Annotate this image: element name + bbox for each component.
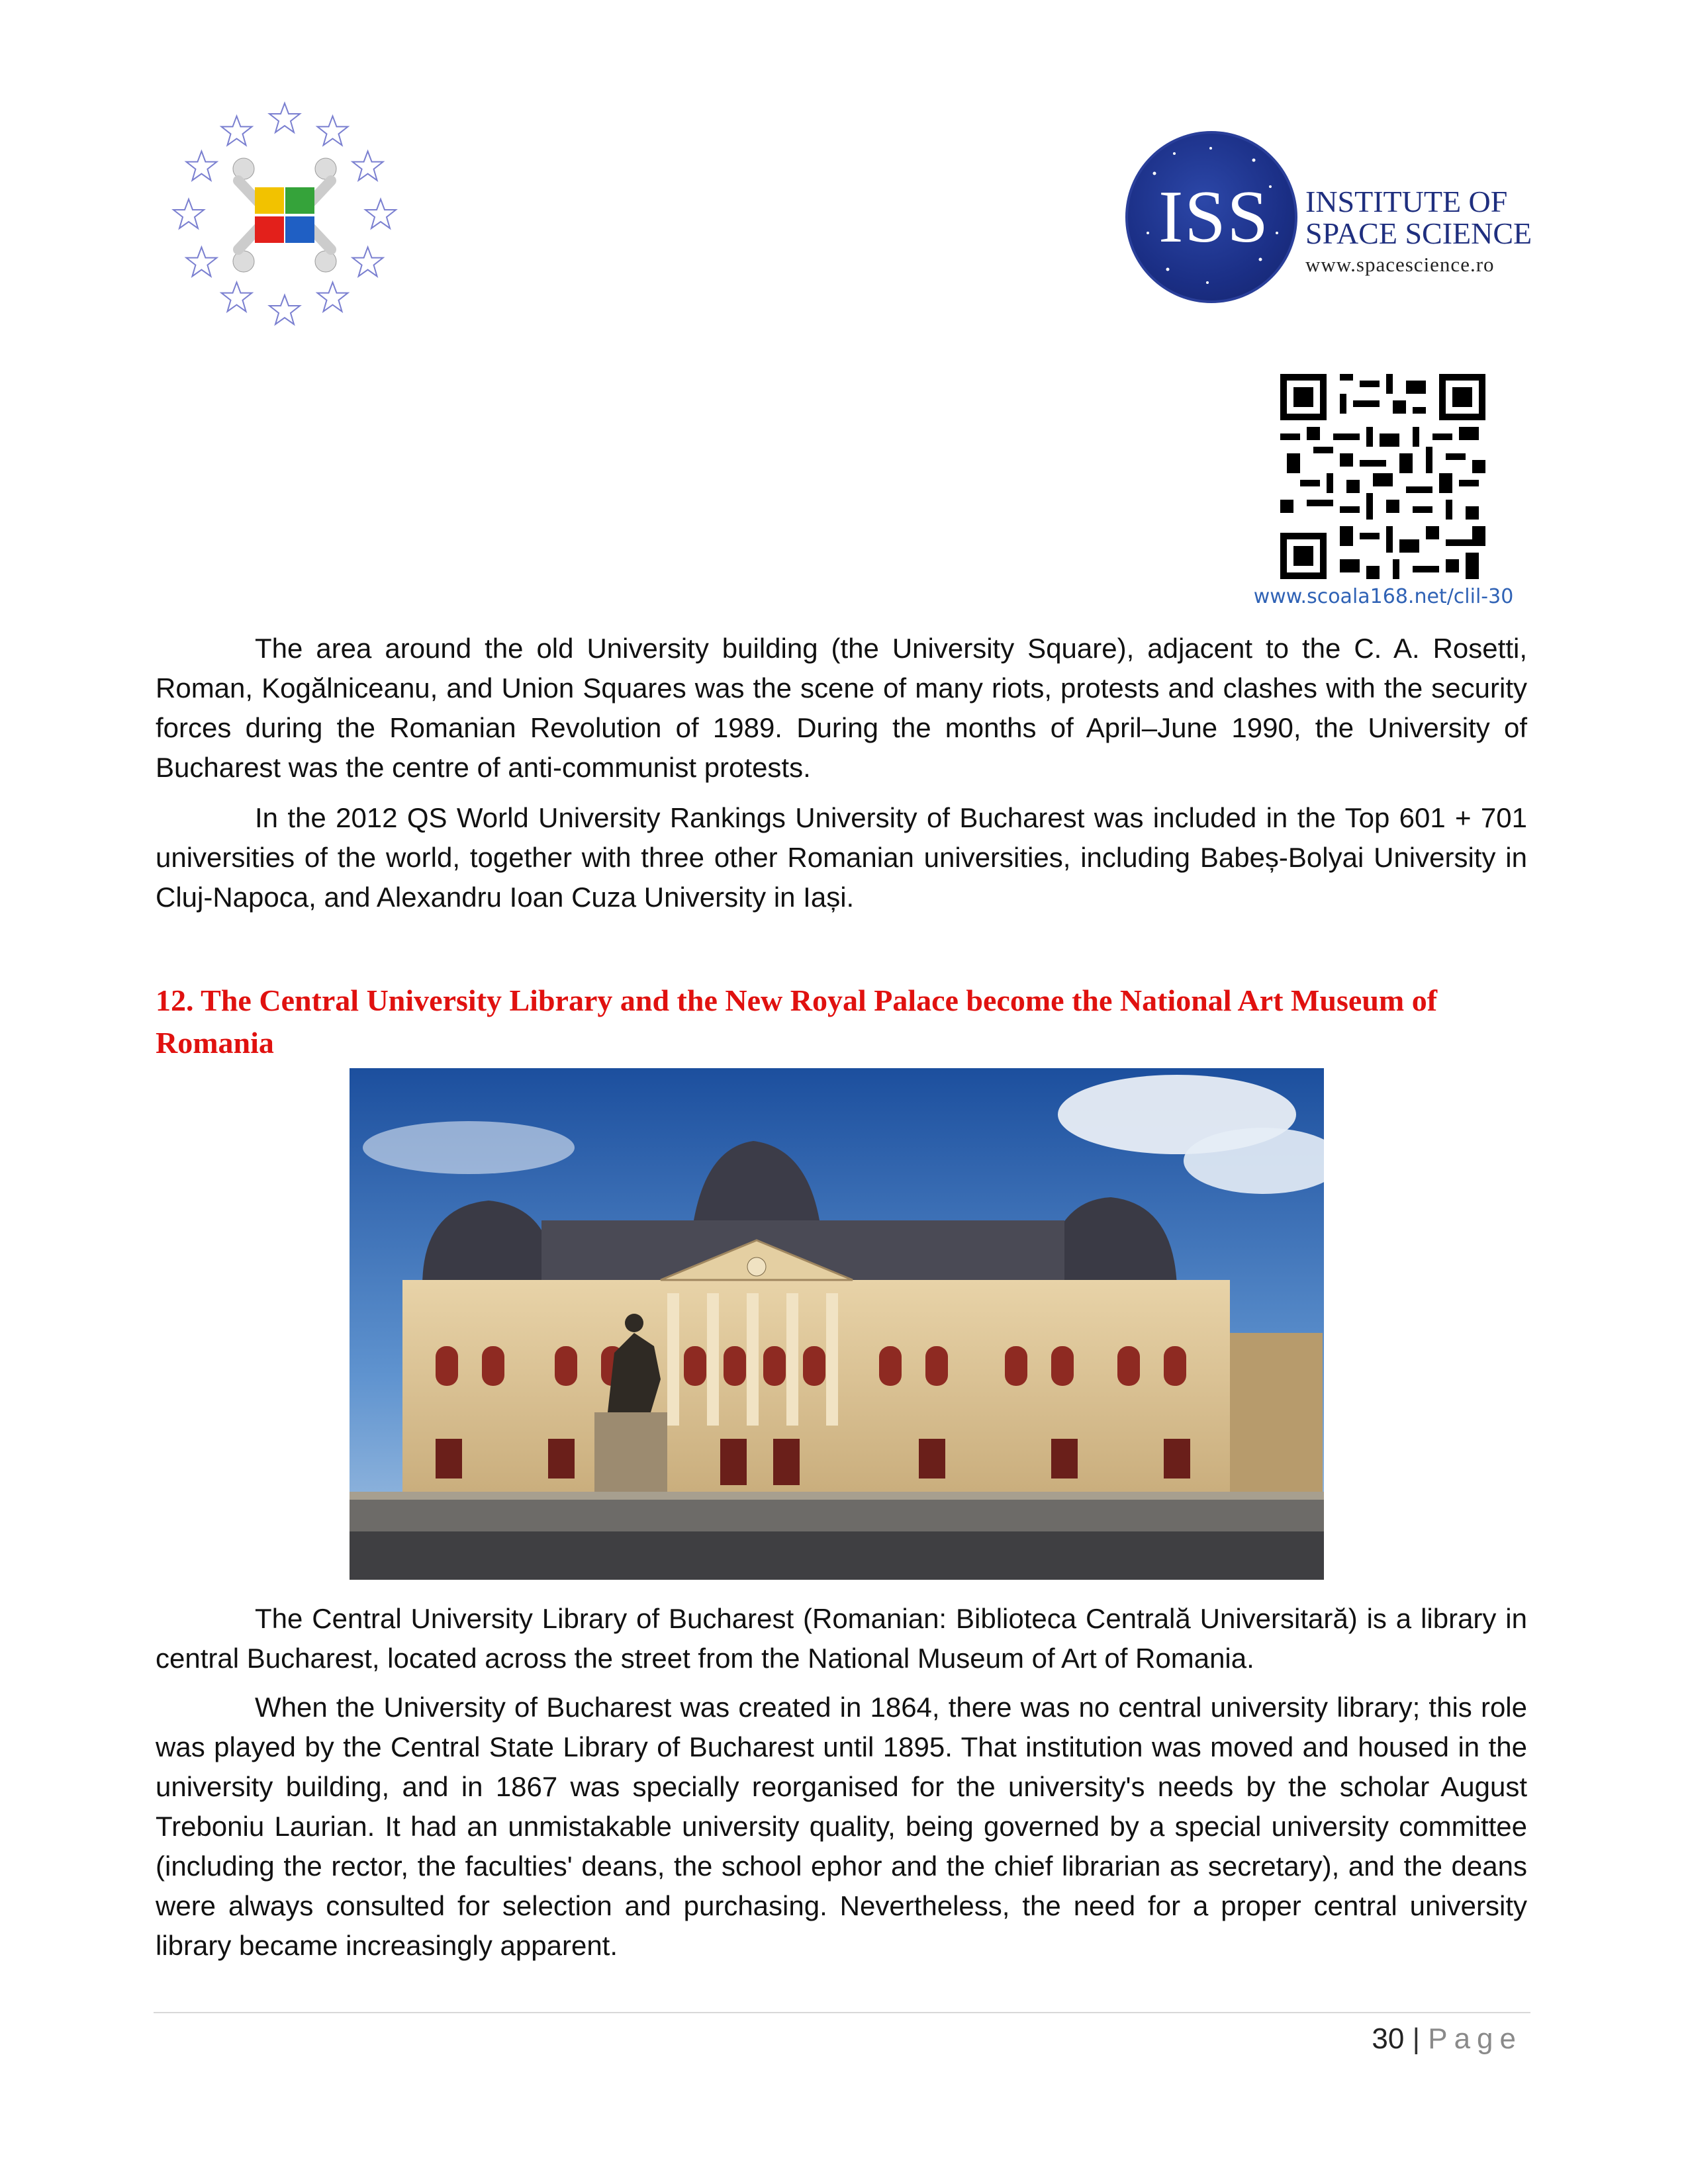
footer-divider <box>154 2012 1530 2013</box>
page-label: Page <box>1428 2023 1523 2055</box>
iss-name-line2: SPACE SCIENCE <box>1305 216 1532 250</box>
paragraph-library-history: When the University of Bucharest was created in 1864, there was no central university library; this role was played by the Central State Library of Bucharest until 1895. That institution was moved and housed in the university building, and in 1867 was specially reorganised for the university's needs by the scholar August Treboniu Laurian. It had an unmistakable university quality, being governed by a special university committee (including the rector, the faculties' deans, the school ephor and the chief librarian as secretary), and the deans were always consulted for selection and purchasing. Nevertheless, the need for a proper central university library became increasingly apparent. <box>156 1692 1527 1961</box>
paragraph-library-intro: The Central University Library of Bucharest (Romanian: Biblioteca Centrală Universitară) is a library in central Bucharest, located across the street from the National Museum of Art of Romania. <box>156 1603 1527 1674</box>
library-building-image <box>350 1068 1324 1580</box>
section-heading: 12. The Central University Library and the New Royal Palace become the National Art Museum of Romania <box>156 983 1438 1060</box>
page-footer <box>1258 2023 1523 2056</box>
library-photo <box>350 1068 1324 1580</box>
project-logo <box>165 99 404 331</box>
paragraph-university-square: The area around the old University building (the University Square), adjacent to the C. A. Rosetti, Roman, Kogălniceanu, and Union Squares was the scene of many riots, protests and clashes with the security forces during the Romanian Revolution of 1989. During the months of April–June 1990, the University of Bucharest was the centre of anti-communist protests. <box>156 633 1527 783</box>
qr-link[interactable]: www.scoala168.net/clil-30 <box>1253 585 1514 608</box>
qr-code[interactable] <box>1280 374 1485 579</box>
footer-separator: | <box>1412 2023 1420 2055</box>
iss-url: www.spacescience.ro <box>1305 253 1495 276</box>
star-ring-icon <box>165 99 404 331</box>
paragraph-rankings: In the 2012 QS World University Rankings University of Bucharest was included in the Top 601 + 701 universities of the world, together with three other Romanian universities, including Babeș-Bolyai University in Cluj-Napoca, and Alexandru Ioan Cuza University in Iași. <box>156 802 1527 913</box>
iss-logo <box>1125 131 1536 303</box>
page-number: 30 <box>1372 2023 1405 2055</box>
iss-acronym: ISS <box>1158 176 1270 258</box>
qr-code-icon <box>1280 374 1485 579</box>
iss-emblem <box>1125 131 1297 303</box>
iss-name-line1: INSTITUTE OF <box>1305 185 1508 218</box>
